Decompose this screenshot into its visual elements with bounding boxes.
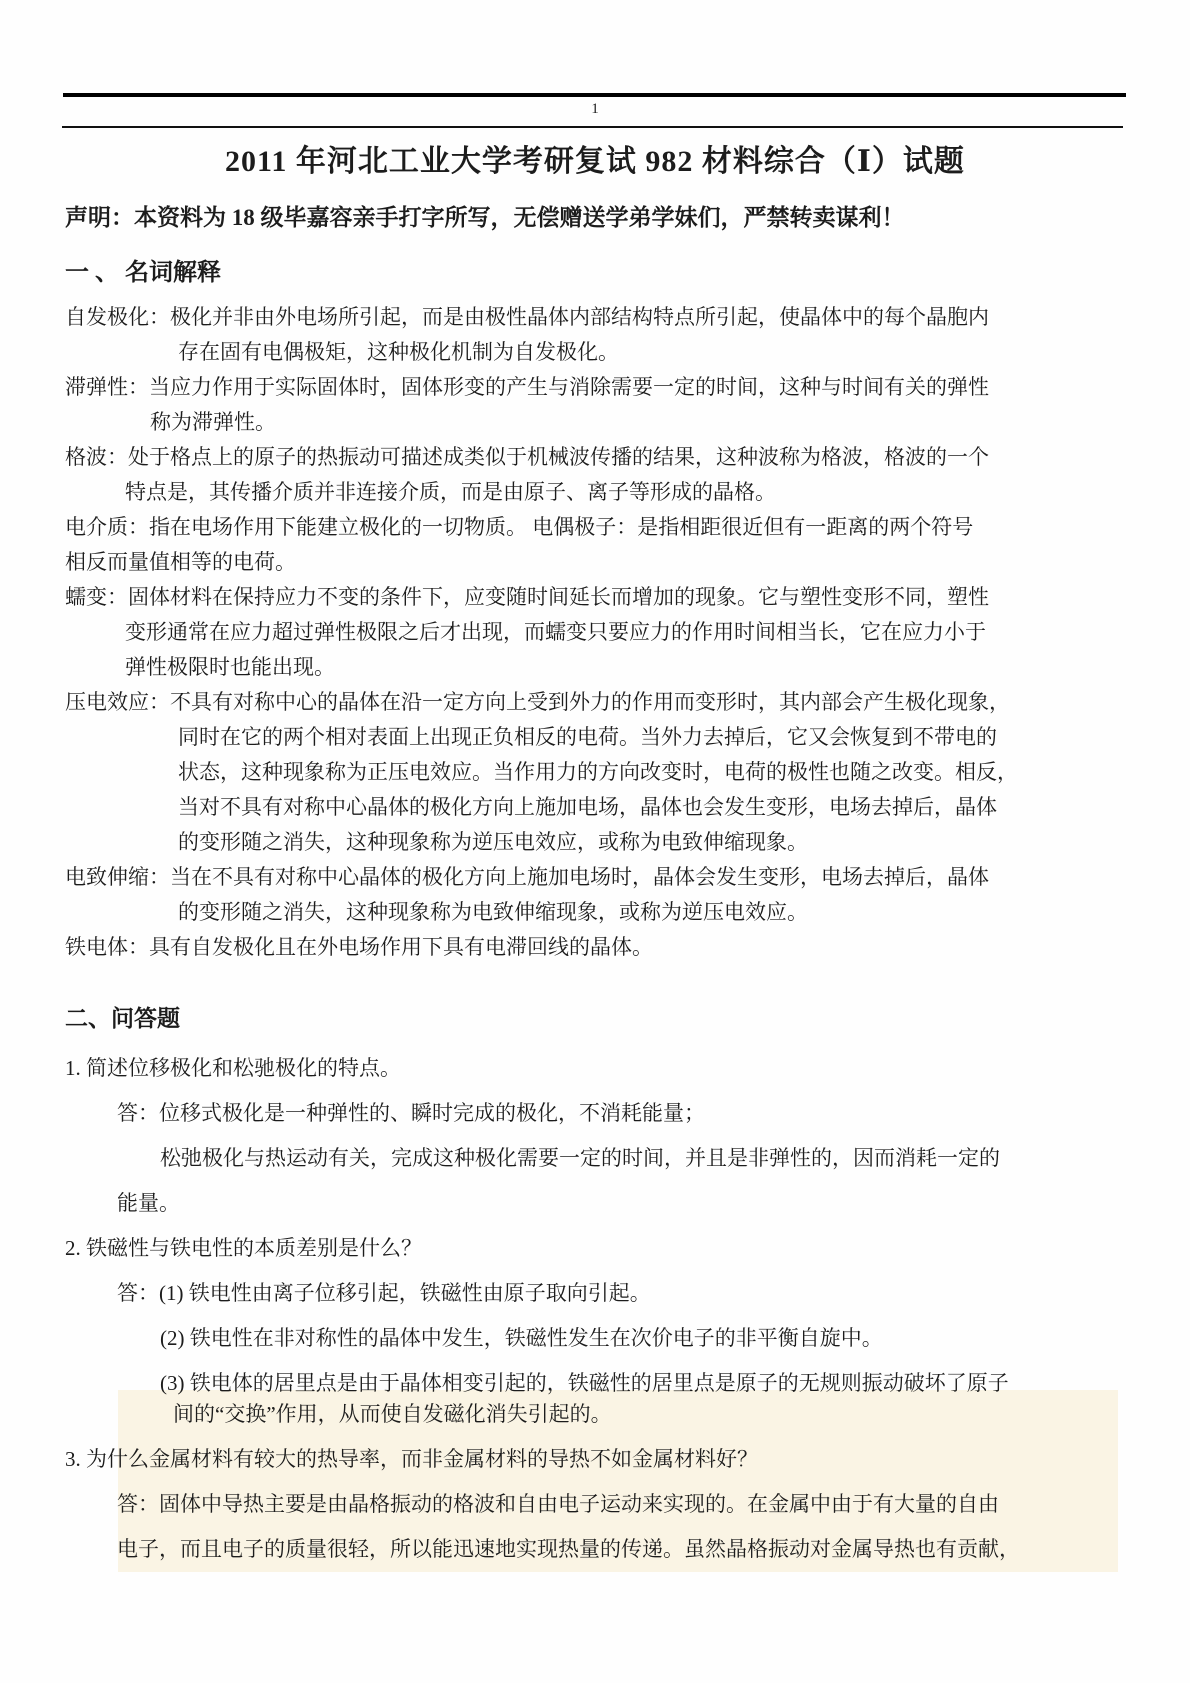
header-rule-bottom (62, 126, 1123, 128)
definition-line: 变形通常在应力超过弹性极限之后才出现，而蠕变只要应力的作用时间相当长，它在应力小于 (125, 620, 986, 644)
definition-line: 的变形随之消失，这种现象称为逆压电效应，或称为电致伸缩现象。 (178, 830, 808, 854)
section-1-heading: 一 、 名词解释 (65, 260, 221, 286)
definition-line: 的变形随之消失，这种现象称为电致伸缩现象，或称为逆压电效应。 (178, 900, 808, 924)
definition-line: 当对不具有对称中心晶体的极化方向上施加电场，晶体也会发生变形，电场去掉后，晶体 (178, 795, 997, 819)
qa-line: 3. 为什么金属材料有较大的热导率，而非金属材料的导热不如金属材料好？ (65, 1447, 758, 1471)
page-number: 1 (591, 101, 599, 117)
definition-line: 同时在它的两个相对表面上出现正负相反的电荷。当外力去掉后，它又会恢复到不带电的 (178, 725, 997, 749)
definition-line: 特点是，其传播介质并非连接介质，而是由原子、离子等形成的晶格。 (125, 480, 776, 504)
section-2-heading: 二、问答题 (65, 1006, 180, 1031)
definition-line: 铁电体：具有自发极化且在外电场作用下具有电滞回线的晶体。 (65, 935, 653, 959)
document-title: 2011 年河北工业大学考研复试 982 材料综合（Ⅰ）试题 (225, 145, 965, 178)
definition-line: 存在固有电偶极矩，这种极化机制为自发极化。 (178, 340, 619, 364)
qa-line: 1. 简述位移极化和松驰极化的特点。 (65, 1056, 401, 1080)
qa-line: (2) 铁电性在非对称性的晶体中发生，铁磁性发生在次价电子的非平衡自旋中。 (160, 1326, 883, 1350)
definition-line: 称为滞弹性。 (150, 410, 276, 434)
definition-line: 弹性极限时也能出现。 (125, 655, 335, 679)
qa-line: 答：固体中导热主要是由晶格振动的格波和自由电子运动来实现的。在金属中由于有大量的自由 (117, 1492, 999, 1516)
declaration-notice: 声明：本资料为 18 级毕嘉容亲手打字所写，无偿赠送学弟学妹们，严禁转卖谋利！ (65, 205, 905, 230)
definition-line: 滞弹性：当应力作用于实际固体时，固体形变的产生与消除需要一定的时间，这种与时间有关的弹性 (65, 375, 989, 399)
qa-line: 电子，而且电子的质量很轻，所以能迅速地实现热量的传递。虽然晶格振动对金属导热也有贡献， (117, 1537, 1020, 1561)
section-1-body (65, 300, 1127, 965)
section-2-body (65, 1046, 1127, 1572)
qa-line: 答：(1) 铁电性由离子位移引起，铁磁性由原子取向引起。 (117, 1281, 651, 1305)
qa-line: 间的“交换”作用，从而使自发磁化消失引起的。 (173, 1402, 612, 1426)
definition-line: 自发极化：极化并非由外电场所引起，而是由极性晶体内部结构特点所引起，使晶体中的每个晶胞内 (65, 305, 989, 329)
definition-line: 格波：处于格点上的原子的热振动可描述成类似于机械波传播的结果，这种波称为格波，格波的一个 (65, 445, 989, 469)
definition-line: 电介质：指在电场作用下能建立极化的一切物质。 电偶极子：是指相距很近但有一距离的两个符号 (65, 515, 974, 539)
definition-line: 相反而量值相等的电荷。 (65, 550, 296, 574)
qa-line: 能量。 (117, 1191, 180, 1215)
qa-line: 2. 铁磁性与铁电性的本质差别是什么？ (65, 1236, 422, 1260)
header-rule-top (63, 93, 1126, 97)
qa-line: 松弛极化与热运动有关，完成这种极化需要一定的时间，并且是非弹性的，因而消耗一定的 (160, 1146, 1000, 1170)
definition-line: 压电效应：不具有对称中心的晶体在沿一定方向上受到外力的作用而变形时，其内部会产生极化现象， (65, 690, 1010, 714)
qa-line: (3) 铁电体的居里点是由于晶体相变引起的，铁磁性的居里点是原子的无规则振动破坏了原子 (160, 1371, 1009, 1395)
definition-line: 电致伸缩：当在不具有对称中心晶体的极化方向上施加电场时，晶体会发生变形，电场去掉后，晶体 (65, 865, 989, 889)
definition-line: 状态，这种现象称为正压电效应。当作用力的方向改变时，电荷的极性也随之改变。相反， (178, 760, 1018, 784)
qa-line: 答：位移式极化是一种弹性的、瞬时完成的极化，不消耗能量； (117, 1101, 705, 1125)
definition-line: 蠕变：固体材料在保持应力不变的条件下，应变随时间延长而增加的现象。它与塑性变形不同，塑性 (65, 585, 989, 609)
